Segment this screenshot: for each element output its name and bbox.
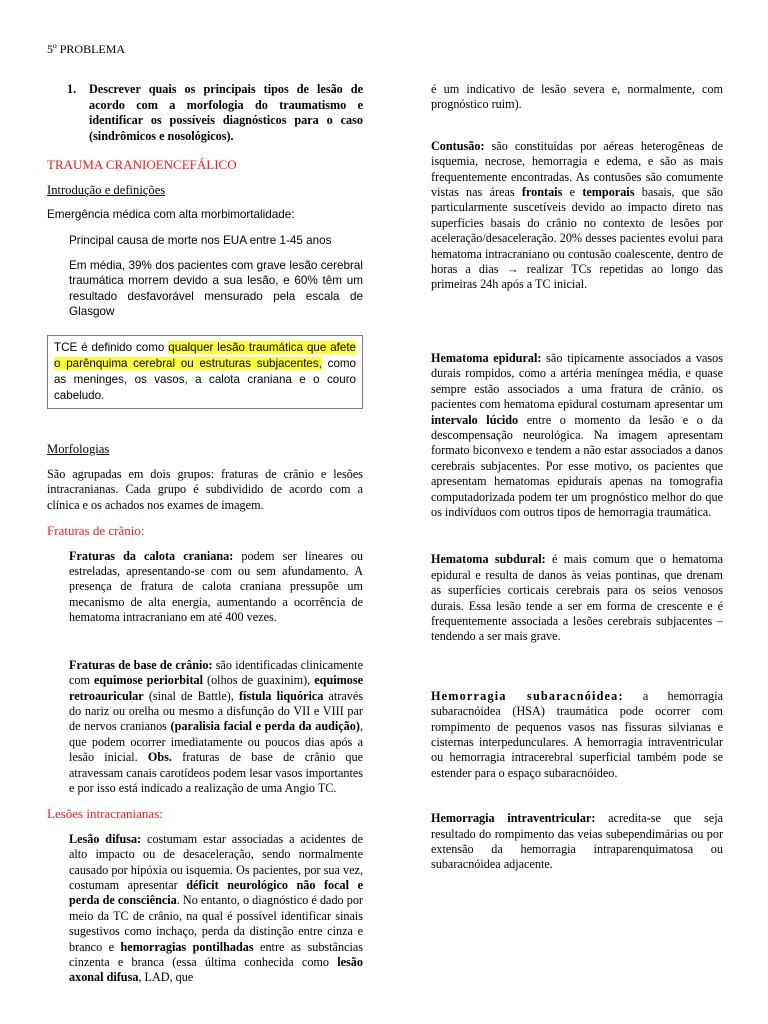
fratura-base-text: fraturas de base de crânio que atravessam canais carotídeos podem lesar vasos importantes e por isso está indicado a realização de uma Angio TC. — [69, 750, 364, 795]
epidural-text: entre o momento da lesão e o da descompensação neurológica. Na imagem apresentam formato biconvexo e tendem a não estar associados a danos cerebrais subjacentes. Por esse motivo, os pacientes que apresentam hematomas epidurais apenas na tomografia computadorizada podem ter um prognóstico melhor do que os indivíduos com outros tipos de hemorragia traumática. — [431, 412, 724, 519]
lesao-difusa-bold: déficit neurológico não focal e perda de consciência — [69, 877, 363, 908]
contusao-bold: frontais — [521, 185, 563, 200]
fratura-base-text: (olhos de guaxinim), — [203, 673, 315, 688]
intro-heading: Introdução e definições — [47, 182, 166, 197]
intraventricular-term: Hemorragia intraventricular: — [431, 811, 596, 826]
intro-item-1: Principal causa de morte nos EUA entre 1-45 anos — [69, 233, 332, 247]
intro-line: Emergência médica com alta morbimortalidade: — [47, 208, 295, 222]
lesao-difusa-text: , LAD, que — [138, 970, 194, 985]
definition-post: como as meninges, os vasos, a calota craniana e o couro cabeludo. — [54, 356, 356, 402]
right-column — [431, 82, 723, 873]
subdural-text: é mais comum que o hematoma epidural e resulta de danos às veias pontinas, que drenam as superfícies corticais cerebrais para os seios venosos durais. Essa lesão tende a ser em forma de crescente e é frequentemente associada a lesões cerebrais subjacentes – tendendo a ser mais grave. — [431, 552, 723, 644]
main-title: TRAUMA CRANIOENCEFÁLICO — [47, 157, 237, 173]
hsa-term: Hemorragia subaracnóidea: — [431, 688, 624, 703]
morph-heading: Morfologias — [47, 441, 110, 456]
intraventricular-text: acredita-se que seja resultado do rompimento das veias subependimárias ou por extensão da hemorragia intraparenquimatosa ou subaracnóidea adjacente. — [431, 811, 723, 872]
intraventricular-paragraph — [431, 811, 723, 873]
fratura-base-text: são identificadas clinicamente com — [69, 657, 363, 688]
epidural-paragraph — [431, 351, 723, 520]
contusao-bold: temporais — [582, 185, 635, 200]
hsa-paragraph — [431, 689, 723, 781]
fratura-calota-term: Fraturas da calota craniana: — [69, 548, 234, 563]
subdural-term: Hematoma subdural: — [431, 552, 546, 567]
fratura-base-paragraph — [47, 658, 363, 797]
subdural-paragraph — [431, 552, 723, 644]
fratura-base-term: Fraturas de base de crânio: — [69, 657, 213, 672]
contusao-text: e — [562, 185, 583, 200]
fratura-base-text: (sinal de Battle), — [143, 688, 239, 703]
lesoes-heading: Lesões intracranianas: — [47, 806, 163, 822]
continuation-text: é um indicativo de lesão severa e, normalmente, com prognóstico ruim). — [431, 82, 723, 112]
lesao-difusa-text: . No entanto, o diagnóstico é dado por meio da TC de crânio, na qual é possível identificar sinais sugestivos como inchaço, perda da distinção entre cinza e branco e — [69, 893, 363, 954]
intro-item-2: Em média, 39% dos pacientes com grave lesão cerebral traumática morrem devido a sua lesão, e 60% têm um resultado desfavorável mensurado pela escala de Glasgow — [69, 259, 363, 319]
morph-text: São agrupadas em dois grupos: fraturas de crânio e lesões intracranianas. Cada grupo é subdividido de acordo com a clínica e os achados nos exames de imagem. — [47, 467, 363, 512]
fraturas-heading: Fraturas de crânio: — [47, 523, 145, 539]
question-text: Descrever quais os principais tipos de lesão de acordo com a morfologia do traumatismo e identificar os possíveis diagnósticos para o caso (sindrômicos e nosológicos). — [89, 82, 363, 143]
epidural-bold: intervalo lúcido — [431, 412, 519, 427]
epidural-term: Hematoma epidural: — [431, 350, 542, 365]
left-column — [47, 82, 363, 986]
lesao-difusa-paragraph — [47, 832, 363, 986]
fratura-base-bold: Obs. — [147, 750, 172, 765]
contusao-text: são constituídas por aéreas heterogêneas de isquemia, necrose, hemorragia e edema, e são as mais frequentemente encontradas. As contusões são comumente vistas nas áreas — [431, 138, 723, 200]
fratura-base-text: através do nariz ou orelha ou mesmo a disfunção do VII e VIII par de nervos cranianos — [69, 688, 363, 734]
question-number: 1. — [67, 82, 77, 96]
definition-highlight: qualquer lesão traumática que afete o parênquima cerebral ou estruturas subjacentes, — [54, 340, 356, 370]
definition-pre: TCE é definido como — [54, 340, 169, 354]
lesao-difusa-text: entre as substâncias cinzenta e branca (essa última conhecida como — [69, 939, 363, 969]
fratura-calota-text: podem ser lineares ou estreladas, apresentando-se com ou sem afundamento. A presença de fratura de calota craniana pressupõe um mecanismo de alta energia, aumentando a ocorrência de hematoma intracraniano em até 400 vezes. — [69, 548, 364, 625]
contusao-term: Contusão: — [431, 138, 485, 153]
hsa-text: a hemorragia subaracnóidea (HSA) traumática pode ocorrer com rompimento de pequenos vasos nas fissuras silvianas e cisternas interpedunculares. A hemorragia intraventricular ou hemorragia intracerebral superficial também pode se estender para o espaço subaracnóideo. — [431, 688, 723, 780]
contusao-text: realizar TCs repetidas ao longo das primeiras 24h após a TC inicial. — [431, 262, 723, 292]
definition-box — [47, 335, 363, 409]
lesao-difusa-term: Lesão difusa: — [69, 831, 142, 846]
fratura-base-bold: fístula liquórica — [239, 688, 324, 703]
lesao-difusa-bold: lesão axonal difusa — [69, 955, 363, 985]
contusao-paragraph — [431, 139, 723, 293]
page-header: 5º PROBLEMA — [47, 42, 126, 56]
contusao-text: basais, que são particularmente suscetíveis devido ao impacto direto nas superfícies basais do crânio no contexto de lesões por aceleração/desaceleração. 20% desses pacientes evolui para hematoma intracraniano ou contusão coalescente, dentro de horas a dias — [431, 185, 723, 277]
lesao-difusa-text: costumam estar associadas a acidentes de alto impacto ou de desaceleração, sendo normalmente causado por hipóxia ou isquemia. Os pacientes, por sua vez, costumam apresentar — [69, 831, 363, 892]
fratura-base-bold: (paralisia facial e perda da audição) — [170, 719, 360, 734]
fratura-base-bold: equimose retroauricular — [69, 673, 363, 703]
fratura-base-bold: equimose periorbital — [94, 673, 203, 688]
epidural-text: são tipicamente associados a vasos durais rompidos, como a artéria meníngea média, e quase sempre estão associados a uma fratura de crânio. os pacientes com hematoma epidural costumam apresentar um — [431, 350, 723, 412]
arrow-right-icon: → — [506, 262, 519, 277]
question-item — [67, 82, 363, 144]
fratura-calota-paragraph — [47, 549, 363, 626]
fratura-base-text: , que podem ocorrer imediatamente ou poucos dias após a lesão inicial. — [69, 719, 363, 765]
lesao-difusa-bold: hemorragias pontilhadas — [120, 939, 254, 954]
